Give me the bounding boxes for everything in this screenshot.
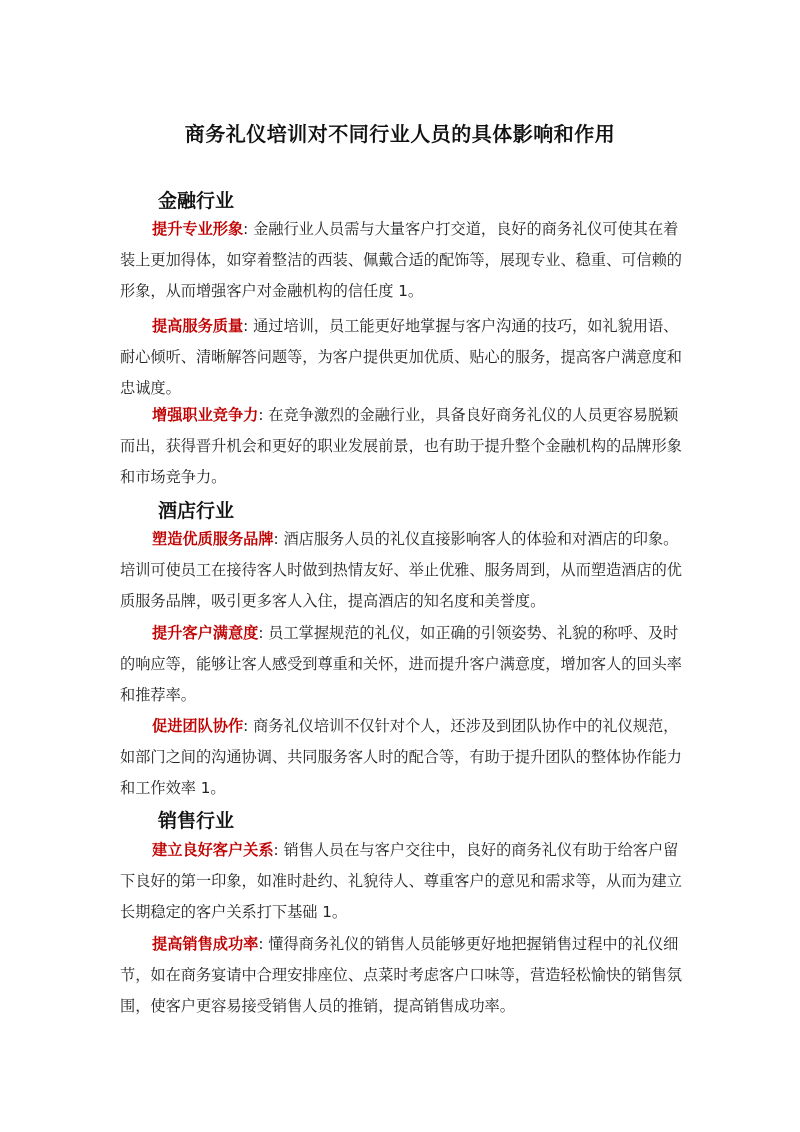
- paragraph-text: : 商务礼仪培训不仅针对个人，还涉及到团队协作中的礼仪规范，如部门之间的沟通协调、共同服务客人时的配合等，有助于提升团队的整体协作能力和工作效率 1。: [120, 717, 682, 797]
- paragraph: [120, 214, 685, 307]
- paragraph-text: : 销售人员在与客户交往中，良好的商务礼仪有助于给客户留下良好的第一印象，如准时赴约、礼貌待人、尊重客户的意见和需求等，从而为建立长期稳定的客户关系打下基础 1。: [120, 841, 682, 921]
- page-title: 商务礼仪培训对不同行业人员的具体影响和作用: [184, 122, 616, 146]
- paragraph: [120, 400, 685, 493]
- paragraph-lead: 促进团队协作: [152, 717, 244, 735]
- paragraph-lead: 提升专业形象: [152, 220, 244, 238]
- paragraph-text: : 通过培训，员工能更好地掌握与客户沟通的技巧，如礼貌用语、耐心倾听、清晰解答问题等，为客户提供更加优质、贴心的服务，提高客户满意度和忠诚度。: [120, 317, 682, 397]
- paragraph-lead: 增强职业竞争力: [152, 406, 259, 424]
- paragraph-text: : 在竞争激烈的金融行业，具备良好商务礼仪的人员更容易脱颖而出，获得晋升机会和更好的职业发展前景，也有助于提升整个金融机构的品牌形象和市场竞争力。: [120, 406, 682, 486]
- paragraph: [120, 711, 685, 804]
- paragraph: [120, 524, 685, 617]
- section-heading-finance: 金融行业: [158, 190, 235, 212]
- paragraph-text: : 员工掌握规范的礼仪，如正确的引领姿势、礼貌的称呼、及时的响应等，能够让客人感受到尊重和关怀，进而提升客户满意度，增加客人的回头率和推荐率。: [120, 624, 682, 704]
- paragraph-lead: 提升客户满意度: [152, 624, 259, 642]
- paragraph-lead: 塑造优质服务品牌: [152, 530, 274, 548]
- paragraph-text: : 酒店服务人员的礼仪直接影响客人的体验和对酒店的印象。培训可使员工在接待客人时做到热情友好、举止优雅、服务周到，从而塑造酒店的优质服务品牌，吸引更多客人入住，提高酒店的知名度和美誉度。: [120, 530, 682, 610]
- paragraph: [120, 835, 685, 928]
- paragraph-lead: 提高销售成功率: [152, 935, 259, 953]
- paragraph-lead: 建立良好客户关系: [152, 841, 274, 859]
- paragraph: [120, 618, 685, 711]
- paragraph-text: : 金融行业人员需与大量客户打交道，良好的商务礼仪可使其在着装上更加得体，如穿着整洁的西装、佩戴合适的配饰等，展现专业、稳重、可信赖的形象，从而增强客户对金融机构的信任度 1。: [120, 220, 682, 300]
- paragraph: [120, 311, 685, 404]
- paragraph-lead: 提高服务质量: [152, 317, 244, 335]
- section-heading-hotel: 酒店行业: [158, 500, 235, 522]
- section-heading-sales: 销售行业: [158, 810, 235, 832]
- paragraph: [120, 929, 685, 1022]
- paragraph-text: : 懂得商务礼仪的销售人员能够更好地把握销售过程中的礼仪细节，如在商务宴请中合理安排座位、点菜时考虑客户口味等，营造轻松愉快的销售氛围，使客户更容易接受销售人员的推销，提高销售成功率。: [120, 935, 682, 1015]
